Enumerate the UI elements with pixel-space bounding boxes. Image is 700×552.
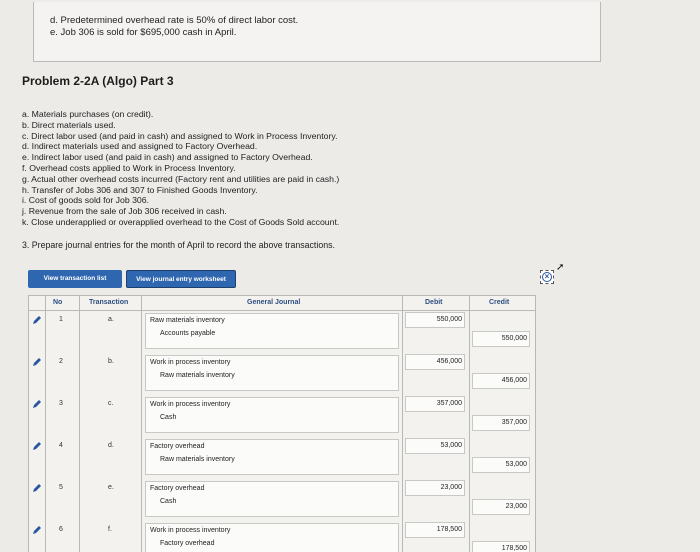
given-line-d: d. Predetermined overhead rate is 50% of direct labor cost. (50, 15, 299, 26)
row-number: 4 (59, 442, 63, 449)
credit-amount[interactable]: 456,000 (472, 373, 530, 389)
edit-pencil-icon[interactable] (32, 483, 42, 493)
debit-account: Work in process inventory (150, 527, 231, 534)
table-row (29, 311, 535, 353)
debit-amount[interactable]: 53,000 (405, 438, 465, 454)
account-cell[interactable] (145, 355, 399, 391)
view-transaction-list-button[interactable]: View transaction list (28, 270, 122, 288)
credit-amount[interactable]: 357,000 (472, 415, 530, 431)
edit-pencil-icon[interactable] (32, 399, 42, 409)
credit-amount[interactable]: 178,500 (472, 541, 530, 552)
credit-account: Cash (160, 498, 177, 505)
view-journal-entry-worksheet-button[interactable]: View journal entry worksheet (126, 270, 236, 288)
mouse-cursor-icon: ➚ (556, 262, 565, 273)
list-item: a. Materials purchases (on credit). (22, 109, 154, 119)
debit-amount[interactable]: 456,000 (405, 354, 465, 370)
header-debit: Debit (425, 299, 443, 306)
credit-amount[interactable]: 550,000 (472, 331, 530, 347)
previous-part-box (33, 2, 601, 62)
credit-amount[interactable]: 53,000 (472, 457, 530, 473)
account-cell[interactable] (145, 481, 399, 517)
credit-account: Cash (160, 414, 177, 421)
debit-account: Work in process inventory (150, 359, 231, 366)
account-cell[interactable] (145, 397, 399, 433)
table-row (29, 353, 535, 395)
account-cell[interactable] (145, 313, 399, 349)
row-transaction: d. (108, 442, 114, 449)
edit-pencil-icon[interactable] (32, 525, 42, 535)
given-line-e: e. Job 306 is sold for $695,000 cash in April. (50, 27, 237, 38)
edit-pencil-icon[interactable] (32, 315, 42, 325)
list-item: b. Direct materials used. (22, 119, 116, 130)
account-cell[interactable] (145, 523, 399, 552)
list-item: j. Revenue from the sale of Job 306 received in cash. (22, 206, 227, 217)
list-item: e. Indirect labor used (and paid in cash) and assigned to Factory Overhead. (22, 152, 313, 163)
debit-amount[interactable]: 550,000 (405, 312, 465, 328)
edit-pencil-icon[interactable] (32, 357, 42, 367)
debit-amount[interactable]: 357,000 (405, 396, 465, 412)
header-transaction: Transaction (89, 299, 129, 306)
row-number: 1 (59, 316, 63, 323)
instruction-text: 3. Prepare journal entries for the month of April to record the above transactions. (22, 240, 335, 250)
debit-account: Work in process inventory (150, 401, 231, 408)
list-item: f. Overhead costs applied to Work in Process Inventory. (22, 162, 236, 173)
edit-pencil-icon[interactable] (32, 441, 42, 451)
row-transaction: e. (108, 484, 114, 491)
list-item: i. Cost of goods sold for Job 306. (22, 195, 150, 206)
debit-account: Factory overhead (150, 443, 205, 450)
credit-account: Raw materials inventory (160, 372, 235, 379)
account-cell[interactable] (145, 439, 399, 475)
list-item: h. Transfer of Jobs 306 and 307 to Finished Goods Inventory. (22, 184, 258, 195)
list-item: g. Actual other overhead costs incurred (Factory rent and utilities are paid in cash.) (22, 173, 340, 184)
table-row (29, 395, 535, 437)
debit-account: Factory overhead (150, 485, 205, 492)
table-row (29, 521, 535, 552)
row-number: 5 (59, 484, 63, 491)
credit-account: Raw materials inventory (160, 456, 235, 463)
list-item: d. Indirect materials used and assigned to Factory Overhead. (22, 141, 258, 152)
debit-amount[interactable]: 23,000 (405, 480, 465, 496)
close-icon[interactable]: × (540, 270, 554, 284)
credit-account: Factory overhead (160, 540, 215, 547)
credit-account: Accounts payable (160, 330, 216, 337)
row-transaction: f. (108, 526, 112, 533)
header-general-journal: General Journal (247, 299, 301, 306)
row-number: 2 (59, 358, 63, 365)
header-credit: Credit (489, 299, 510, 306)
list-item: c. Direct labor used (and paid in cash) and assigned to Work in Process Inventory. (22, 130, 338, 141)
credit-amount[interactable]: 23,000 (472, 499, 530, 515)
row-number: 3 (59, 400, 63, 407)
header-no: No (53, 299, 63, 306)
general-journal-table (28, 295, 536, 552)
page-title: Problem 2-2A (Algo) Part 3 (22, 74, 174, 88)
transaction-list (22, 109, 502, 228)
row-transaction: a. (108, 316, 114, 323)
row-number: 6 (59, 526, 63, 533)
row-transaction: c. (108, 400, 114, 407)
table-row (29, 437, 535, 479)
debit-account: Raw materials inventory (150, 317, 225, 324)
table-row (29, 479, 535, 521)
row-transaction: b. (108, 358, 114, 365)
list-item: k. Close underapplied or overapplied overhead to the Cost of Goods Sold account. (22, 216, 340, 227)
debit-amount[interactable]: 178,500 (405, 522, 465, 538)
